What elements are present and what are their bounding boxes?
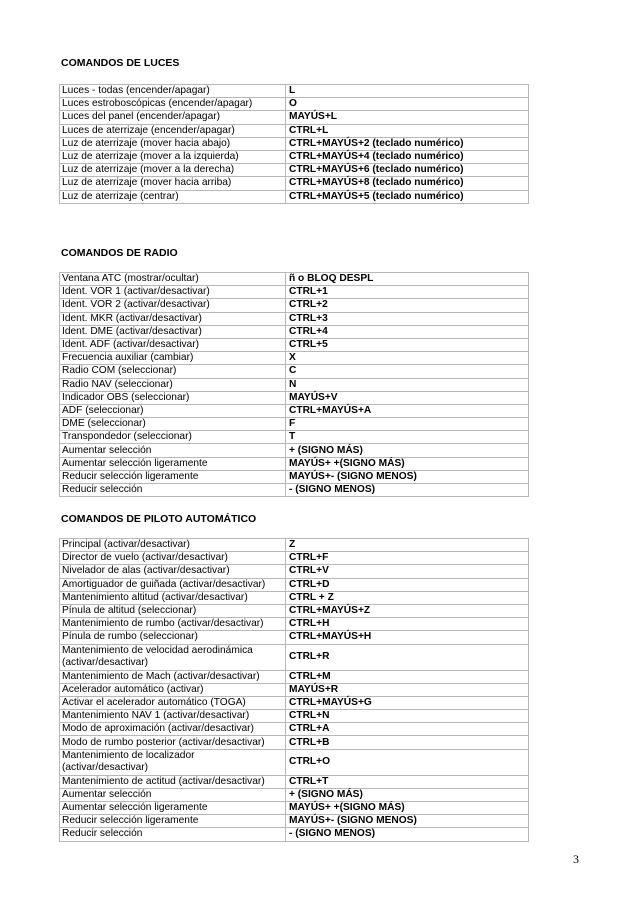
command-description: Luz de aterrizaje (mover hacia abajo) [60,137,286,150]
table-row [60,150,529,163]
command-description: Nivelador de alas (activar/desactivar) [60,565,286,578]
page-number: 3 [573,852,579,866]
command-shortcut: MAYÚS+L [286,111,529,124]
radio-table [59,272,529,497]
table-row [60,710,529,723]
table-row [60,565,529,578]
table-row [60,365,529,378]
command-shortcut: CTRL+MAYÚS+4 (teclado numérico) [286,150,529,163]
command-shortcut: MAYÚS+- (SIGNO MENOS) [286,470,529,483]
command-description: Aumentar selección [60,444,286,457]
table-row [60,539,529,552]
table-row [60,484,529,497]
table-row [60,591,529,604]
command-description: Luces estroboscópicas (encender/apagar) [60,98,286,111]
command-description: Radio NAV (seleccionar) [60,378,286,391]
table-row [60,802,529,815]
table-row [60,391,529,404]
table-row [60,723,529,736]
command-shortcut: CTRL+MAYÚS+8 (teclado numérico) [286,177,529,190]
table-row [60,299,529,312]
command-description: DME (seleccionar) [60,418,286,431]
table-row [60,124,529,137]
command-shortcut: CTRL+L [286,124,529,137]
command-description: Luces - todas (encender/apagar) [60,85,286,98]
table-row [60,352,529,365]
command-description: Mantenimiento NAV 1 (activar/desactivar) [60,710,286,723]
command-shortcut: T [286,431,529,444]
command-description: Director de vuelo (activar/desactivar) [60,552,286,565]
command-description: Ventana ATC (mostrar/ocultar) [60,273,286,286]
table-row [60,338,529,351]
command-description: Reducir selección [60,484,286,497]
table-row [60,431,529,444]
command-shortcut: CTRL+F [286,552,529,565]
command-shortcut: CTRL+3 [286,312,529,325]
command-shortcut: CTRL+A [286,723,529,736]
command-shortcut: MAYÚS+ +(SIGNO MÁS) [286,457,529,470]
command-shortcut: N [286,378,529,391]
command-description: Aumentar selección ligeramente [60,457,286,470]
table-row [60,749,529,775]
table-row [60,85,529,98]
command-shortcut: X [286,352,529,365]
command-shortcut: CTRL+MAYÚS+A [286,404,529,417]
table-row [60,457,529,470]
table-row [60,137,529,150]
command-shortcut: CTRL+MAYÚS+H [286,631,529,644]
command-description: Acelerador automático (activar) [60,683,286,696]
table-row [60,418,529,431]
command-description: Aumentar selección [60,788,286,801]
table-row [60,631,529,644]
command-shortcut: ñ o BLOQ DESPL [286,273,529,286]
command-description: Modo de aproximación (activar/desactivar) [60,723,286,736]
command-description: Indicador OBS (seleccionar) [60,391,286,404]
command-description: Mantenimiento de velocidad aerodinámica (activar/desactivar) [60,644,286,670]
command-shortcut: CTRL+MAYÚS+G [286,696,529,709]
table-row [60,683,529,696]
command-description: Reducir selección ligeramente [60,470,286,483]
command-shortcut: C [286,365,529,378]
command-shortcut: MAYÚS+- (SIGNO MENOS) [286,815,529,828]
command-description: Mantenimiento de actitud (activar/desactivar) [60,775,286,788]
command-description: Mantenimiento de rumbo (activar/desactivar) [60,618,286,631]
table-row [60,552,529,565]
command-description: Ident. ADF (activar/desactivar) [60,338,286,351]
command-description: Luz de aterrizaje (centrar) [60,190,286,203]
lights-table [59,84,529,204]
autopilot-section-title: COMANDOS DE PILOTO AUTOMÁTICO [61,513,257,525]
command-shortcut: MAYÚS+V [286,391,529,404]
command-shortcut: CTRL+T [286,775,529,788]
command-shortcut: CTRL+B [286,736,529,749]
table-row [60,578,529,591]
table-row [60,788,529,801]
command-shortcut: CTRL+MAYÚS+5 (teclado numérico) [286,190,529,203]
command-shortcut: + (SIGNO MÁS) [286,788,529,801]
table-row [60,736,529,749]
table-row [60,404,529,417]
command-shortcut: CTRL+N [286,710,529,723]
command-shortcut: F [286,418,529,431]
command-shortcut: CTRL+MAYÚS+2 (teclado numérico) [286,137,529,150]
command-shortcut: - (SIGNO MENOS) [286,484,529,497]
table-row [60,470,529,483]
command-description: Radio COM (seleccionar) [60,365,286,378]
command-description: Modo de rumbo posterior (activar/desactivar) [60,736,286,749]
command-shortcut: CTRL+H [286,618,529,631]
command-description: Ident. MKR (activar/desactivar) [60,312,286,325]
command-description: Ident. VOR 1 (activar/desactivar) [60,286,286,299]
table-row [60,164,529,177]
table-row [60,828,529,841]
command-description: Reducir selección [60,828,286,841]
table-row [60,444,529,457]
table-row [60,775,529,788]
command-shortcut: MAYÚS+ +(SIGNO MÁS) [286,802,529,815]
command-description: Mantenimiento de localizador (activar/desactivar) [60,749,286,775]
table-row [60,312,529,325]
table-row [60,644,529,670]
command-description: ADF (seleccionar) [60,404,286,417]
table-row [60,98,529,111]
command-shortcut: CTRL+D [286,578,529,591]
command-description: Pínula de altitud (seleccionar) [60,604,286,617]
command-description: Transpondedor (seleccionar) [60,431,286,444]
command-shortcut: CTRL+V [286,565,529,578]
command-shortcut: CTRL+R [286,644,529,670]
lights-section-title: COMANDOS DE LUCES [61,57,180,69]
command-shortcut: CTRL+2 [286,299,529,312]
command-description: Luz de aterrizaje (mover hacia arriba) [60,177,286,190]
command-shortcut: CTRL+O [286,749,529,775]
command-description: Luces del panel (encender/apagar) [60,111,286,124]
table-row [60,190,529,203]
table-row [60,604,529,617]
command-shortcut: + (SIGNO MÁS) [286,444,529,457]
table-row [60,177,529,190]
table-row [60,325,529,338]
command-description: Frecuencia auxiliar (cambiar) [60,352,286,365]
command-description: Ident. VOR 2 (activar/desactivar) [60,299,286,312]
command-shortcut: CTRL+4 [286,325,529,338]
command-shortcut: O [286,98,529,111]
command-shortcut: L [286,85,529,98]
command-description: Pínula de rumbo (seleccionar) [60,631,286,644]
command-description: Mantenimiento altitud (activar/desactivar) [60,591,286,604]
command-description: Principal (activar/desactivar) [60,539,286,552]
command-description: Luz de aterrizaje (mover a la derecha) [60,164,286,177]
command-shortcut: CTRL+MAYÚS+Z [286,604,529,617]
command-shortcut: CTRL+5 [286,338,529,351]
command-shortcut: CTRL+1 [286,286,529,299]
command-description: Reducir selección ligeramente [60,815,286,828]
command-shortcut: CTRL + Z [286,591,529,604]
autopilot-table [59,538,529,842]
command-shortcut: CTRL+M [286,670,529,683]
table-row [60,815,529,828]
command-shortcut: MAYÚS+R [286,683,529,696]
command-description: Amortiguador de guiñada (activar/desactivar) [60,578,286,591]
command-description: Ident. DME (activar/desactivar) [60,325,286,338]
table-row [60,618,529,631]
table-row [60,696,529,709]
table-row [60,111,529,124]
command-description: Activar el acelerador automático (TOGA) [60,696,286,709]
command-description: Luz de aterrizaje (mover a la izquierda) [60,150,286,163]
table-row [60,286,529,299]
radio-section-title: COMANDOS DE RADIO [61,247,178,259]
command-shortcut: CTRL+MAYÚS+6 (teclado numérico) [286,164,529,177]
table-row [60,670,529,683]
table-row [60,273,529,286]
command-description: Mantenimiento de Mach (activar/desactivar) [60,670,286,683]
command-shortcut: - (SIGNO MENOS) [286,828,529,841]
command-shortcut: Z [286,539,529,552]
command-description: Luces de aterrizaje (encender/apagar) [60,124,286,137]
command-description: Aumentar selección ligeramente [60,802,286,815]
table-row [60,378,529,391]
